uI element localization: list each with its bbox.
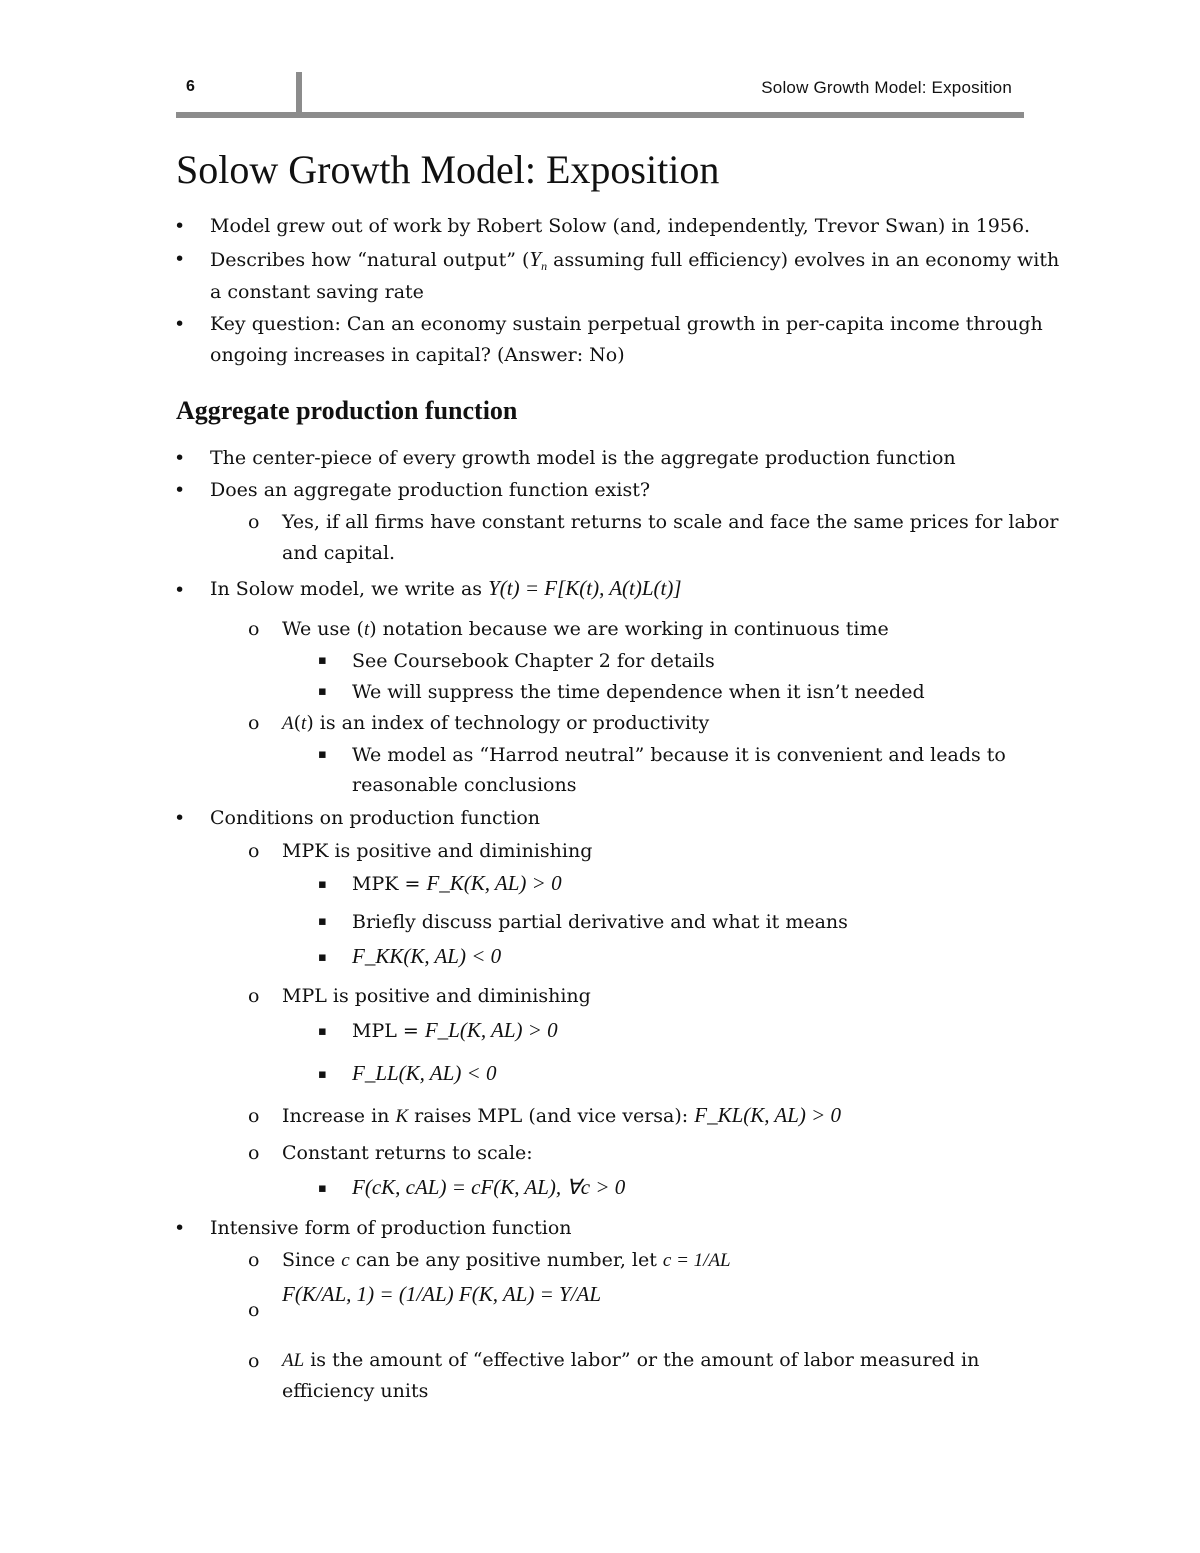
circle-bullet-icon: o [248,618,260,640]
list-item: In Solow model, we write as Y(t) = F[K(t), A(t)L(t)] [210,576,682,600]
square-bullet-icon: ▪ [318,653,327,668]
page-number: 6 [186,78,195,95]
list-item: Yes, if all firms have constant returns to scale and face the same prices for labor [282,511,1059,533]
list-item [282,1282,601,1307]
list-item: We will suppress the time dependence when it isn’t needed [352,681,925,703]
square-bullet-icon: ▪ [318,914,327,929]
bullet-icon: • [174,1217,186,1239]
circle-bullet-icon: o [248,1142,260,1164]
list-item: MPL is positive and diminishing [282,985,591,1007]
intro-bullet-2-cont: a constant saving rate [210,281,424,303]
list-item: The center-piece of every growth model is the aggregate production function [210,447,956,469]
list-item: MPK = F_K(K, AL) > 0 [352,871,562,895]
bullet-icon: • [174,579,186,601]
list-item-cont: efficiency units [282,1380,429,1402]
square-bullet-icon: ▪ [318,950,327,965]
production-function-equation: Y(t) = F[K(t), A(t)L(t)] [488,576,682,600]
mpk-equation: F_K(K, AL) > 0 [426,871,562,895]
circle-bullet-icon: o [248,1105,260,1127]
header-rule [176,112,1024,118]
crs-equation: F(cK, cAL) = cF(K, AL), ∀c > 0 [352,1175,626,1199]
fkl-equation: F_KL(K, AL) > 0 [694,1103,842,1127]
square-bullet-icon: ▪ [318,1024,327,1039]
intro-bullet-2: Describes how “natural output” ($Y_n$ assuming full efficiency) evolves in an economy with [210,247,1060,273]
square-bullet-icon: ▪ [318,747,327,762]
list-item: MPL = F_L(K, AL) > 0 [352,1018,558,1042]
fkk-equation: F_KK(K, AL) < 0 [352,944,502,968]
square-bullet-icon: ▪ [318,684,327,699]
list-item-cont: reasonable conclusions [352,774,577,796]
circle-bullet-icon: o [248,1249,260,1271]
intensive-form-equation: F(K/AL, 1) = (1/AL) F(K, AL) = Y/AL [282,1282,602,1306]
bullet-icon: • [174,447,186,469]
list-item: A(t) is an index of technology or productivity [282,712,710,734]
list-item: AL is the amount of “effective labor” or the amount of labor measured in [282,1349,980,1371]
list-item [352,944,501,969]
circle-bullet-icon: o [248,1299,260,1321]
square-bullet-icon: ▪ [318,1067,327,1082]
square-bullet-icon: ▪ [318,1181,327,1196]
fll-equation: F_LL(K, AL) < 0 [352,1061,497,1085]
circle-bullet-icon: o [248,985,260,1007]
bullet-icon: • [174,313,186,335]
list-item [352,1061,496,1086]
list-item: Conditions on production function [210,807,541,829]
intro-bullet-1: Model grew out of work by Robert Solow (and, independently, Trevor Swan) in 1956. [210,215,1031,237]
page-title: Solow Growth Model: Exposition [176,147,720,192]
intro-bullet-3: Key question: Can an economy sustain perpetual growth in per-capita income through [210,313,1043,335]
list-item: MPK is positive and diminishing [282,840,593,862]
list-item: We model as “Harrod neutral” because it is convenient and leads to [352,744,1006,766]
circle-bullet-icon: o [248,1350,260,1372]
list-item [352,1175,625,1200]
running-title: Solow Growth Model: Exposition [761,78,1012,97]
bullet-icon: • [174,807,186,829]
bullet-icon: • [174,215,186,237]
list-item: Briefly discuss partial derivative and what it means [352,911,848,933]
section-heading: Aggregate production function [176,396,518,425]
bullet-icon: • [174,479,186,501]
mpl-equation: F_L(K, AL) > 0 [424,1018,558,1042]
list-item: See Coursebook Chapter 2 for details [352,650,715,672]
list-item: Intensive form of production function [210,1217,572,1239]
circle-bullet-icon: o [248,712,260,734]
list-item: Does an aggregate production function exist? [210,479,651,501]
list-item: Constant returns to scale: [282,1142,533,1164]
list-item: Since c can be any positive number, let c = 1/AL [282,1249,731,1271]
square-bullet-icon: ▪ [318,877,327,892]
bullet-icon: • [174,248,186,270]
list-item: We use (t) notation because we are working in continuous time [282,618,889,640]
intro-bullet-3-cont: ongoing increases in capital? (Answer: No) [210,344,625,366]
circle-bullet-icon: o [248,511,260,533]
list-item-cont: and capital. [282,542,396,564]
header-divider [296,72,302,114]
circle-bullet-icon: o [248,840,260,862]
list-item: Increase in K raises MPL (and vice versa): F_KL(K, AL) > 0 [282,1103,842,1127]
